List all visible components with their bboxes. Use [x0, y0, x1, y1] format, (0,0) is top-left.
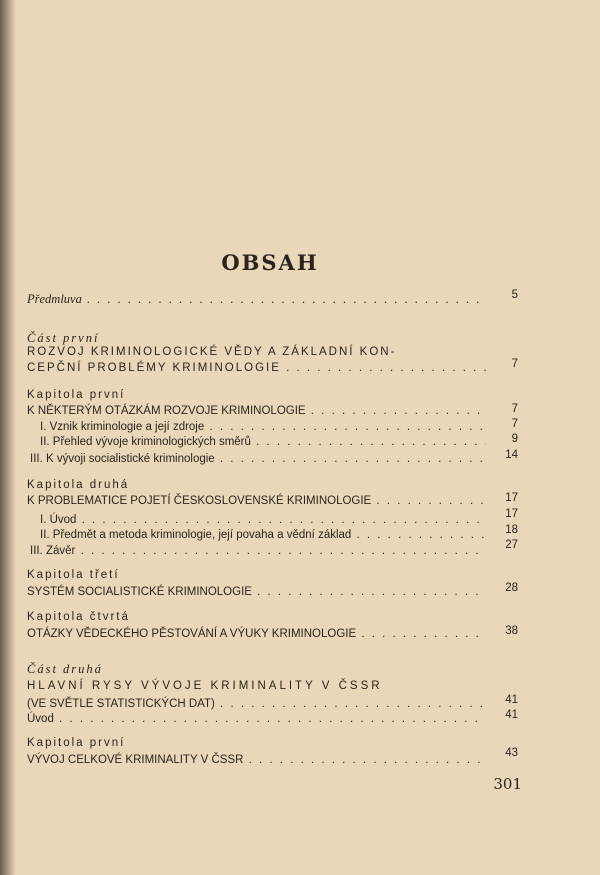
chapter-heading: Kapitola třetí: [27, 569, 120, 581]
chapter-heading: Kapitola druhá: [27, 479, 130, 491]
chapter-title: K PROBLEMATICE POJETÍ ČESKOSLOVENSKÉ KRIMINOLOGIE . . .: [27, 493, 486, 509]
toc-page-num: 41: [505, 709, 518, 721]
part-title: ROZVOJ KRIMINOLOGICKÉ VĚDY A ZÁKLADNÍ KON-: [27, 346, 397, 358]
section-entry: I. Úvod . . .: [40, 512, 486, 528]
chapter-heading: Kapitola první: [27, 389, 126, 401]
toc-page-num: 14: [505, 449, 518, 461]
toc-entry-foreword: Předmluva . . .: [27, 291, 486, 307]
toc-page-num: 28: [505, 582, 518, 594]
section-entry: III. Závěr . . .: [30, 543, 486, 559]
chapter-title: OTÁZKY VĚDECKÉHO PĚSTOVÁNÍ A VÝUKY KRIMINOLOGIE . . .: [27, 626, 486, 642]
section-entry: Úvod . . .: [27, 711, 486, 727]
toc-page-num: 18: [505, 524, 518, 536]
chapter-heading: Kapitola čtvrtá: [27, 611, 130, 623]
section-entry: I. Vznik kriminologie a její zdroje . . .: [40, 419, 486, 435]
chapter-title: K NĚKTERÝM OTÁZKÁM ROZVOJE KRIMINOLOGIE . . .: [27, 403, 486, 419]
page-title: OBSAH: [221, 250, 319, 275]
part-title-cont: CEPČNÍ PROBLÉMY KRIMINOLOGIE . . .: [27, 360, 486, 376]
part-title-cont: (VE SVĚTLE STATISTICKÝCH DAT) . . .: [27, 696, 486, 712]
toc-page-num: 27: [505, 539, 518, 551]
toc-page-num: 7: [511, 418, 518, 430]
toc-page-num: 17: [505, 492, 518, 504]
page-number: 301: [493, 775, 522, 793]
toc-page-num: 17: [505, 508, 518, 520]
part-heading: Část druhá: [27, 662, 103, 676]
section-entry: II. Předmět a metoda kriminologie, její povaha a vědní základ . . .: [40, 527, 486, 543]
section-entry: III. K vývoji socialistické kriminologie . . .: [30, 451, 486, 467]
toc-page-num: 43: [505, 747, 518, 759]
toc-page-num: 41: [505, 694, 518, 706]
chapter-heading: Kapitola první: [27, 737, 126, 749]
chapter-title: VÝVOJ CELKOVÉ KRIMINALITY V ČSSR . . .: [27, 752, 486, 768]
chapter-title: SYSTÉM SOCIALISTICKÉ KRIMINOLOGIE . . .: [27, 584, 486, 600]
section-entry: II. Přehled vývoje kriminologických směrů . . .: [40, 434, 486, 450]
toc-page-num: 38: [505, 625, 518, 637]
part-heading: Část první: [27, 331, 100, 345]
toc-page-num: 7: [511, 358, 518, 370]
toc-page-num: 7: [511, 403, 518, 415]
toc-page-num: 5: [511, 289, 518, 301]
part-title: HLAVNÍ RYSY VÝVOJE KRIMINALITY V ČSSR: [27, 680, 383, 692]
toc-page-num: 9: [511, 433, 518, 445]
